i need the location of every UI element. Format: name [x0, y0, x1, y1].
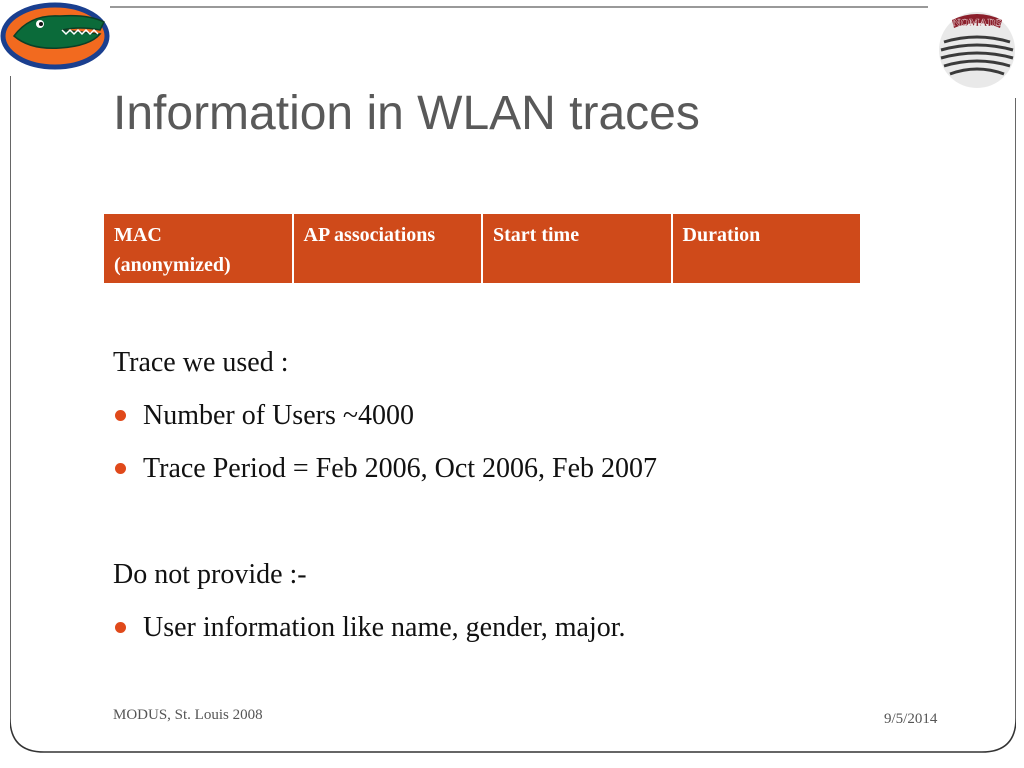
list-item — [113, 442, 913, 495]
slide-title: Information in WLAN traces — [113, 87, 700, 140]
bullet-icon — [115, 463, 126, 474]
footer-date: 9/5/2014 — [884, 711, 938, 727]
not-provided-heading: Do not provide :- — [113, 559, 307, 590]
footer-conference: MODUS, St. Louis 2008 — [113, 707, 263, 723]
list-item — [113, 389, 913, 442]
nomads-logo-icon — [930, 2, 1024, 94]
table-header-cell: MAC (anonymized) — [103, 213, 293, 284]
nomads-logo-text: NOMADS — [952, 17, 1002, 29]
list-item-text: Number of Users ~4000 — [143, 400, 414, 431]
table-header-cell: Duration — [672, 213, 862, 284]
trace-heading: Trace we used : — [113, 347, 289, 378]
list-item-text: Trace Period = Feb 2006, Oct 2006, Feb 2007 — [143, 453, 658, 484]
bullet-icon — [115, 410, 126, 421]
list-item-text: User information like name, gender, major. — [143, 612, 626, 643]
list-item — [113, 601, 913, 654]
bullet-icon — [115, 622, 126, 633]
table-header-row — [103, 213, 861, 284]
slide-body — [113, 336, 913, 654]
trace-fields-table — [102, 212, 862, 285]
gator-logo-icon — [0, 0, 112, 70]
spacer — [113, 495, 913, 548]
table-header-cell: Start time — [482, 213, 672, 284]
table-header-cell: AP associations — [293, 213, 483, 284]
